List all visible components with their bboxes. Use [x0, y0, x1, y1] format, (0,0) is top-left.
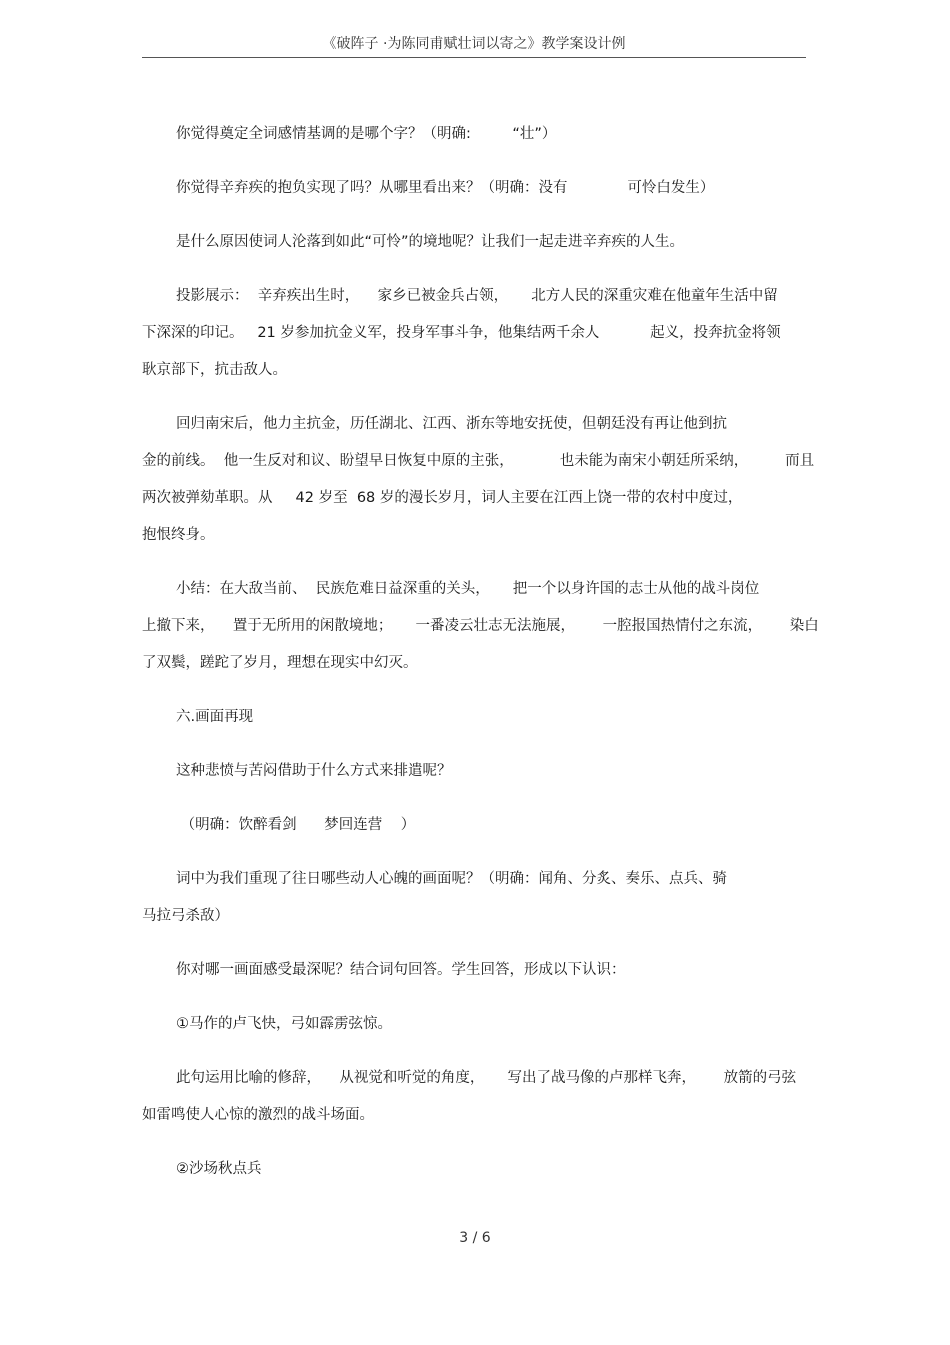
paragraph-line: 投影展示： 辛弃疾出生时， 家乡已被金兵占领， 北方人民的深重灾难在他童年生活中留: [176, 288, 778, 304]
paragraph-line: 抱恨终身。: [142, 527, 215, 543]
paragraph-line: （明确：饮醉看剑 梦回连营 ）: [176, 817, 416, 833]
paragraph-line: 词中为我们重现了往日哪些动人心魄的画面呢？（明确：闻角、分炙、奏乐、点兵、骑: [176, 871, 727, 887]
section-heading: 六.画面再现: [176, 709, 254, 725]
paragraph-line: 你觉得辛弃疾的抱负实现了吗？从哪里看出来？（明确：没有 可怜白发生）: [176, 180, 715, 196]
header-divider: [142, 57, 806, 58]
paragraph-line: 耿京部下，抗击敌人。: [142, 362, 287, 378]
paragraph-line: 此句运用比喻的修辞， 从视觉和听觉的角度， 写出了战马像的卢那样飞奔， 放箭的弓弦: [176, 1070, 797, 1086]
paragraph-line: 你觉得奠定全词感情基调的是哪个字？（明确: “壮”）: [176, 126, 557, 142]
paragraph-line: 下深深的印记。 21 岁参加抗金义军，投身军事斗争，他集结两千余人 起义，投奔抗金将领: [142, 325, 781, 341]
paragraph-line: 了双鬓，蹉跎了岁月，理想在现实中幻灭。: [142, 655, 418, 671]
paragraph-line: 上撤下来， 置于无所用的闲散境地； 一番凌云壮志无法施展， 一腔报国热情付之东流， 染白: [142, 618, 819, 634]
paragraph-line: 是什么原因使词人沦落到如此“可怜”的境地呢？让我们一起走进辛弃疾的人生。: [176, 234, 685, 250]
list-item: ②沙场秋点兵: [176, 1161, 262, 1177]
paragraph-line: 马拉弓杀敌）: [142, 908, 229, 924]
page-header-title: 《破阵子 ·为陈同甫赋壮词以寄之》教学案设计例: [322, 36, 626, 52]
paragraph-line: 你对哪一画面感受最深呢？结合词句回答。学生回答，形成以下认识：: [176, 962, 626, 978]
list-item: ①马作的卢飞快，弓如霹雳弦惊。: [176, 1016, 392, 1032]
paragraph-line: 这种悲愤与苦闷借助于什么方式来排遣呢？: [176, 763, 452, 779]
paragraph-line: 两次被弹劾革职。从 42 岁至 68 岁的漫长岁月，词人主要在江西上饶一带的农村中度过，: [142, 490, 743, 506]
paragraph-line: 如雷鸣使人心惊的激烈的战斗场面。: [142, 1107, 374, 1123]
paragraph-line: 金的前线。 他一生反对和议、盼望早日恢复中原的主张， 也未能为南宋小朝廷所采纳， 而且: [142, 453, 815, 469]
page-number: 3 / 6: [459, 1230, 491, 1246]
paragraph-line: 回归南宋后，他力主抗金，历任湖北、江西、浙东等地安抚使，但朝廷没有再让他到抗: [176, 416, 727, 432]
paragraph-line: 小结：在大敌当前、 民族危难日益深重的关头， 把一个以身许国的志士从他的战斗岗位: [176, 581, 760, 597]
